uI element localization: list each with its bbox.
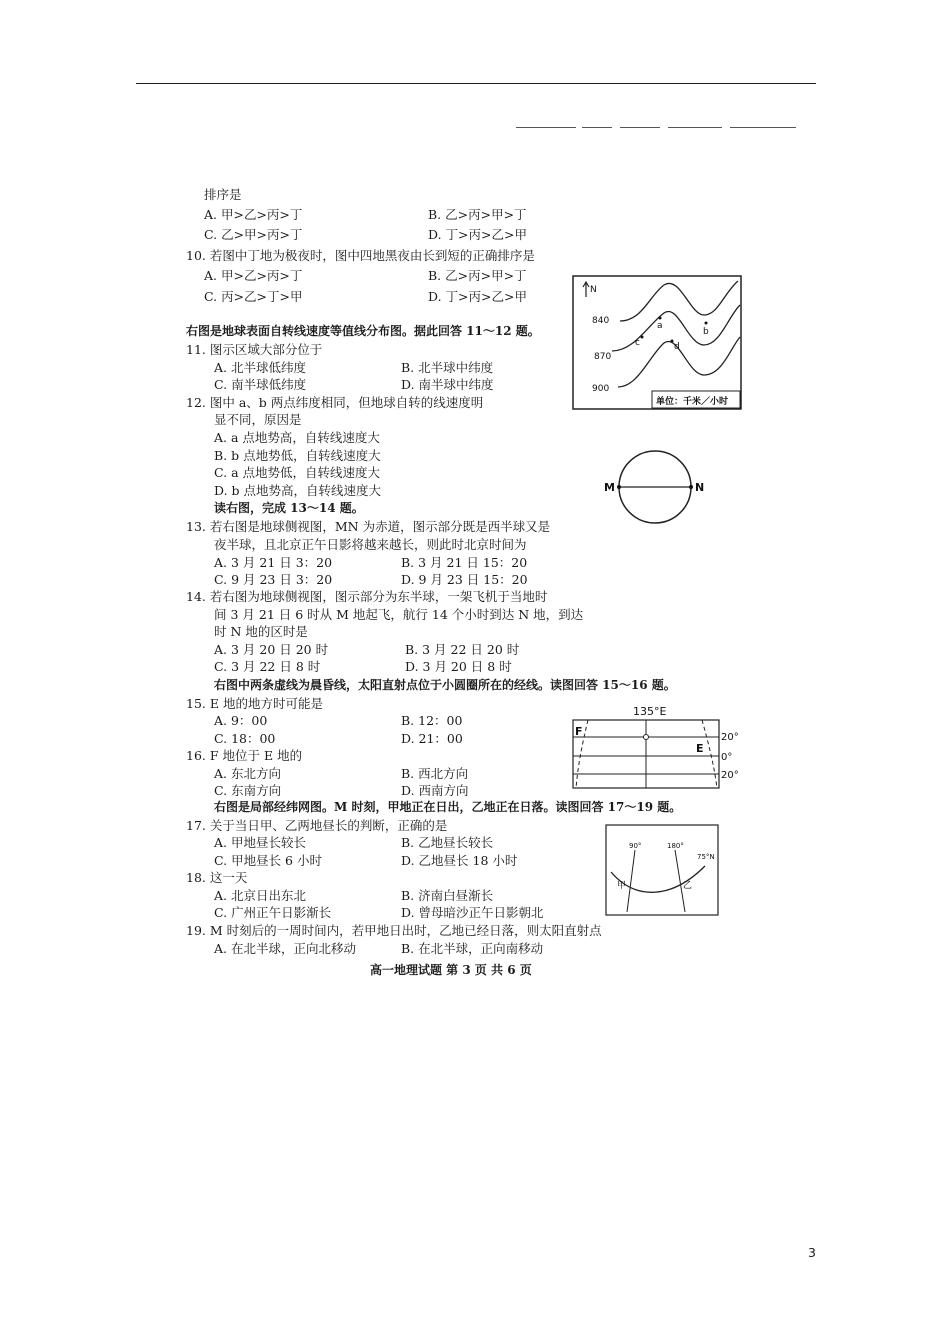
terminator-east-line [702, 720, 717, 788]
fig3-label-e: E [696, 742, 704, 755]
fig4-label-yi: 乙 [683, 881, 693, 891]
point-m-marker [617, 485, 621, 489]
earth-side-view-diagram [600, 448, 710, 528]
q9-option-c: C. 乙>甲>丙>丁 [204, 227, 303, 242]
q10-option-a: A. 甲>乙>丙>丁 [204, 268, 303, 283]
q16-option-c: C. 东南方向 [214, 783, 282, 798]
q15-option-a: A. 9：00 [214, 713, 268, 728]
q13-option-b: B. 3 月 21 日 15：20 [401, 555, 528, 570]
fig1-label-870: 870 [594, 352, 612, 362]
q19-option-a: A. 在北半球，正向北移动 [214, 941, 356, 956]
meridian-90-line [627, 850, 635, 912]
fig1-point-b: b [703, 327, 709, 337]
q11-option-b: B. 北半球中纬度 [401, 360, 494, 375]
q10-option-d: D. 丁>丙>乙>甲 [428, 289, 527, 304]
q13-option-a: A. 3 月 21 日 3：20 [214, 555, 333, 570]
q18-option-d: D. 曾母暗沙正午日影朝北 [401, 905, 544, 920]
q14-option-d: D. 3 月 20 日 8 时 [405, 659, 512, 674]
q9-stem-tail: 排序是 [204, 187, 242, 202]
fig1-label-840: 840 [592, 316, 610, 326]
q12-option-d: D. b 点地势高，自转线速度大 [214, 483, 381, 498]
intro-15-16: 右图中两条虚线为晨昏线，太阳直射点位于小圆圈所在的经线。读图回答 15～16 题。 [214, 678, 676, 692]
q17-option-c: C. 甲地昼长 6 小时 [214, 853, 322, 868]
terminator-grid-diagram [568, 700, 748, 790]
q11-stem: 11. 图示区域大部分位于 [186, 342, 323, 357]
q17-option-a: A. 甲地昼长较长 [214, 835, 306, 850]
fig1-label-900: 900 [592, 384, 610, 394]
fig3-label-f: F [575, 725, 583, 738]
point-c-marker [641, 336, 644, 339]
q17-option-d: D. 乙地昼长 18 小时 [401, 853, 518, 868]
q16-option-b: B. 西北方向 [401, 766, 469, 781]
q18-option-b: B. 济南白昼渐长 [401, 888, 494, 903]
q16-option-a: A. 东北方向 [214, 766, 281, 781]
intro-17-19: 右图是局部经纬网图。M 时刻，甲地正在日出，乙地正在日落。读图回答 17～19 题。 [214, 800, 682, 814]
fig4-label-75n: 75°N [697, 853, 715, 861]
fig1-unit: 单位：千米／小时 [656, 397, 729, 407]
point-b-marker [705, 322, 708, 325]
q16-option-d: D. 西南方向 [401, 783, 469, 798]
q15-option-b: B. 12：00 [401, 713, 463, 728]
q14-stem-line3: 时 N 地的区时是 [214, 624, 308, 639]
page-number: 3 [808, 1245, 816, 1260]
fig1-point-c: c [635, 338, 640, 348]
q15-option-d: D. 21：00 [401, 731, 463, 746]
fig2-label-n: N [695, 481, 705, 494]
q12-stem-line1: 12. 图中 a、b 两点纬度相同，但地球自转的线速度明 [186, 395, 484, 410]
q17-stem: 17. 关于当日甲、乙两地昼长的判断，正确的是 [186, 818, 448, 833]
q18-option-a: A. 北京日出东北 [214, 888, 306, 903]
q13-stem-line2: 夜半球，且北京正午日影将越来越长，则此时北京时间为 [214, 537, 527, 552]
q14-option-b: B. 3 月 22 日 20 时 [405, 642, 520, 657]
north-arrow-icon [583, 282, 589, 297]
q13-option-d: D. 9 月 23 日 15：20 [401, 572, 528, 587]
q18-stem: 18. 这一天 [186, 870, 248, 885]
q13-option-c: C. 9 月 23 日 3：20 [214, 572, 333, 587]
q15-stem: 15. E 地的地方时可能是 [186, 696, 323, 711]
q12-option-b: B. b 点地势低，自转线速度大 [214, 448, 381, 463]
top-rule [136, 83, 816, 84]
q14-option-c: C. 3 月 22 日 8 时 [214, 659, 321, 674]
q18-option-c: C. 广州正午日影渐长 [214, 905, 332, 920]
fig1-point-a: a [657, 321, 663, 331]
q19-option-b: B. 在北半球，正向南移动 [401, 941, 544, 956]
q14-option-a: A. 3 月 20 日 20 时 [214, 642, 329, 657]
page-footer: 高一地理试题 第 3 页 共 6 页 [370, 963, 532, 977]
subsolar-circle [644, 735, 649, 740]
q14-stem-line2: 间 3 月 21 日 6 时从 M 地起飞，航行 14 个小时到达 N 地，到达 [214, 607, 584, 622]
fig4-label-jia: 甲 [617, 881, 627, 891]
q13-stem-line1: 13. 若右图是地球侧视图，MN 为赤道，图示部分既是西半球又是 [186, 519, 551, 534]
q11-option-d: D. 南半球中纬度 [401, 377, 494, 392]
q16-stem: 16. F 地位于 E 地的 [186, 748, 303, 763]
q10-stem: 10. 若图中丁地为极夜时，图中四地黑夜由长到短的正确排序是 [186, 248, 535, 263]
q10-option-b: B. 乙>丙>甲>丁 [428, 268, 527, 283]
q10-option-c: C. 丙>乙>丁>甲 [204, 289, 303, 304]
fig2-label-m: M [604, 481, 615, 494]
q9-option-a: A. 甲>乙>丙>丁 [204, 207, 303, 222]
fig4-label-90: 90° [629, 842, 642, 850]
header-dash [730, 127, 796, 128]
fig1-north-label: N [590, 285, 597, 295]
header-dash [582, 127, 612, 128]
graticule-diagram [605, 824, 720, 916]
point-n-marker [689, 485, 693, 489]
q11-option-c: C. 南半球低纬度 [214, 377, 307, 392]
point-a-marker [659, 317, 662, 320]
fig1-point-d: d [674, 342, 680, 352]
q14-stem-line1: 14. 若右图为地球侧视图，图示部分为东半球，一架飞机于当地时 [186, 589, 548, 604]
fig3-lat-mid: 0° [721, 752, 733, 763]
intro-11-12: 右图是地球表面自转线速度等值线分布图。据此回答 11～12 题。 [186, 324, 540, 338]
fig4-label-180: 180° [667, 842, 684, 850]
q15-option-c: C. 18：00 [214, 731, 276, 746]
q12-option-c: C. a 点地势低，自转线速度大 [214, 465, 380, 480]
q19-stem: 19. M 时刻后的一周时间内，若甲地日出时，乙地已经日落，则太阳直射点 [186, 923, 602, 938]
rotation-speed-isoline-map [572, 275, 742, 410]
intro-13-14: 读右图，完成 13～14 题。 [214, 501, 364, 515]
q17-option-b: B. 乙地昼长较长 [401, 835, 494, 850]
q9-option-d: D. 丁>丙>乙>甲 [428, 227, 527, 242]
header-dash [516, 127, 576, 128]
isoline-840 [620, 281, 738, 321]
q11-option-a: A. 北半球低纬度 [214, 360, 306, 375]
header-dash [620, 127, 660, 128]
q12-stem-line2: 显不同，原因是 [214, 412, 302, 427]
q9-option-b: B. 乙>丙>甲>丁 [428, 207, 527, 222]
fig3-lat-top: 20° [721, 732, 739, 743]
q12-option-a: A. a 点地势高，自转线速度大 [214, 430, 380, 445]
fig3-longitude-label: 135°E [633, 705, 667, 718]
fig3-lat-bot: 20° [721, 770, 739, 781]
header-dash [668, 127, 722, 128]
